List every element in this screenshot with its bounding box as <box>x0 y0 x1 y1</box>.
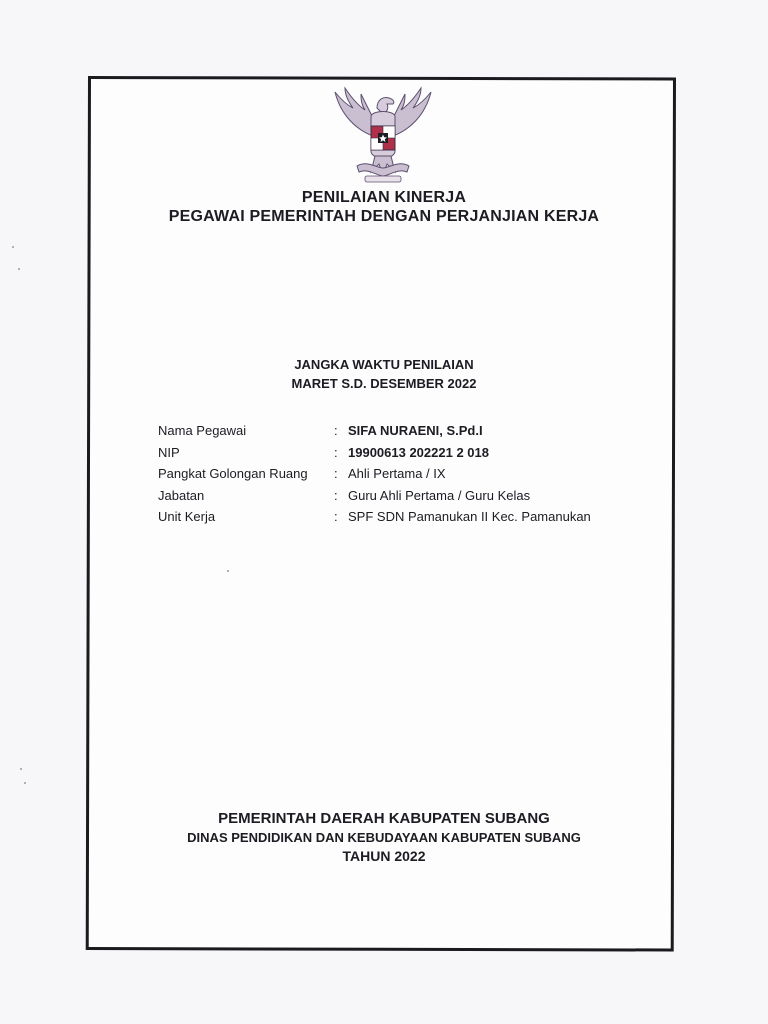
scan-speck <box>227 570 229 572</box>
document-title: PENILAIAN KINERJA <box>301 189 467 206</box>
footer-department: DINAS PENDIDIKAN DAN KEBUDAYAAN KABUPATEN SUBANG <box>187 830 581 845</box>
field-colon: : <box>334 509 338 524</box>
field-value: Ahli Pertama / IX <box>348 466 446 481</box>
scan-speck <box>12 246 14 248</box>
field-label: Nama Pegawai <box>158 423 247 438</box>
field-label: Jabatan <box>158 487 205 503</box>
assessment-period-range: MARET S.D. DESEMBER 2022 <box>291 376 477 391</box>
field-value: SIFA NURAENI, S.Pd.I <box>348 423 483 438</box>
scan-speck <box>24 782 26 784</box>
footer-year: TAHUN 2022 <box>342 848 426 864</box>
field-value: SPF SDN Pamanukan II Kec. Pamanukan <box>348 509 591 524</box>
field-value: 19900613 202221 2 018 <box>348 444 489 460</box>
field-colon: : <box>334 444 338 460</box>
document-subtitle: PEGAWAI PEMERINTAH DENGAN PERJANJIAN KERJA <box>168 208 600 225</box>
field-colon: : <box>334 466 338 481</box>
scan-speck <box>18 268 20 270</box>
field-value: Guru Ahli Pertama / Guru Kelas <box>348 487 531 503</box>
field-label: Pangkat Golongan Ruang <box>158 466 308 481</box>
assessment-period-heading: JANGKA WAKTU PENILAIAN <box>294 357 474 372</box>
field-colon: : <box>334 423 338 438</box>
field-label: NIP <box>158 444 180 460</box>
field-label: Unit Kerja <box>158 509 216 524</box>
field-colon: : <box>334 487 338 503</box>
scan-speck <box>20 768 22 770</box>
footer-government: PEMERINTAH DAERAH KABUPATEN SUBANG <box>218 810 550 827</box>
garuda-emblem-icon <box>327 86 439 190</box>
